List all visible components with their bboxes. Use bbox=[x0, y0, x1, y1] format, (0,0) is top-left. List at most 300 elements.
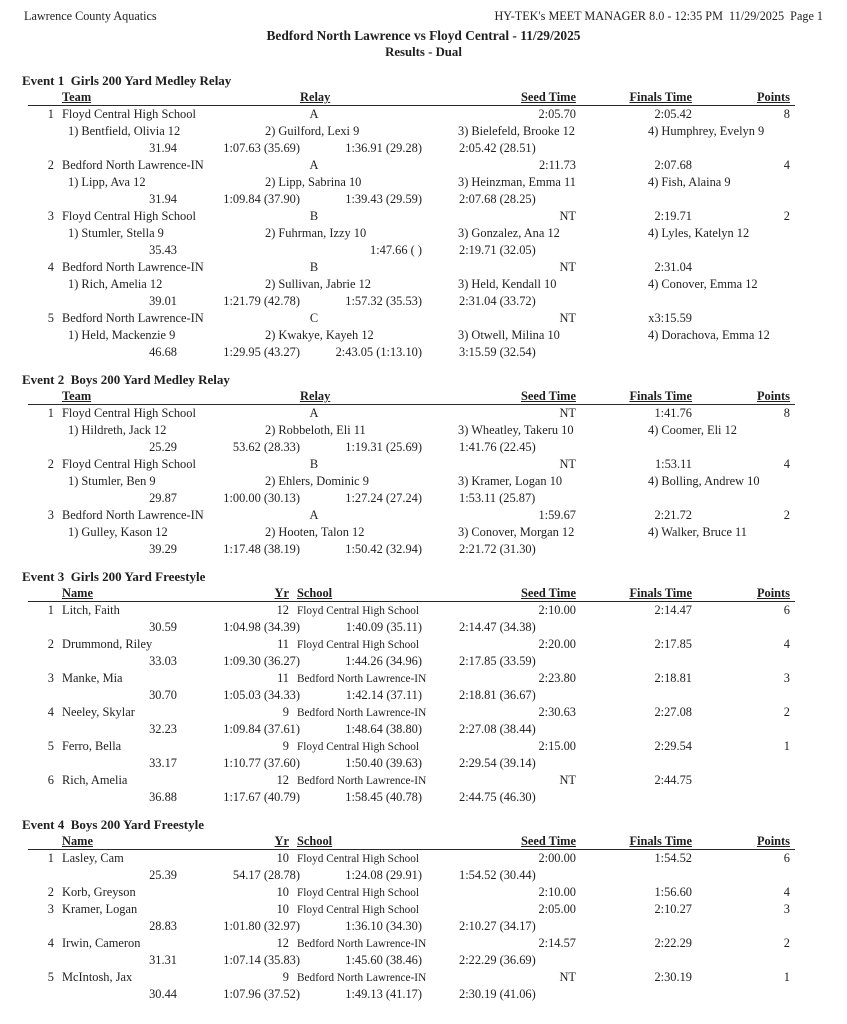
splits-row bbox=[0, 191, 847, 208]
split-time: 1:07.63 (35.69) bbox=[223, 141, 300, 155]
split-time: 53.62 (28.33) bbox=[232, 440, 300, 454]
school-name: Floyd Central High School bbox=[297, 605, 420, 617]
meet-manager-info: HY-TEK's MEET MANAGER 8.0 - 12:35 PM 11/29/2025 Page 1 bbox=[494, 9, 823, 23]
swimmer-name: Ferro, Bella bbox=[62, 739, 122, 753]
relay-letter: A bbox=[309, 107, 319, 121]
split-time: 39.01 bbox=[149, 294, 177, 308]
result-row bbox=[0, 310, 847, 327]
split-time: 1:17.67 (40.79) bbox=[223, 790, 300, 804]
swimmer-year: 10 bbox=[276, 851, 289, 865]
relay-swimmer-name: 1) Stumler, Stella 9 bbox=[68, 226, 164, 240]
relay-swimmer-name: 4) Dorachova, Emma 12 bbox=[648, 328, 770, 342]
points: 2 bbox=[783, 936, 790, 950]
column-header-team: Team bbox=[62, 389, 92, 403]
split-time: 2:44.75 (46.30) bbox=[459, 790, 536, 804]
finals-time: 1:54.52 bbox=[654, 851, 692, 865]
points: 6 bbox=[783, 603, 790, 617]
swimmer-name: Neeley, Skylar bbox=[62, 705, 135, 719]
relay-swimmer-name: 4) Conover, Emma 12 bbox=[648, 277, 758, 291]
column-header-yr: Yr bbox=[274, 834, 289, 848]
column-header-yr: Yr bbox=[274, 586, 289, 600]
host-team-name: Lawrence County Aquatics bbox=[24, 9, 157, 23]
finals-time: 1:41.76 bbox=[654, 406, 692, 420]
relay-swimmer-name: 3) Gonzalez, Ana 12 bbox=[458, 226, 560, 240]
split-time: 2:07.68 (28.25) bbox=[459, 192, 536, 206]
column-header-points: Points bbox=[756, 586, 790, 600]
seed-time: NT bbox=[559, 260, 576, 274]
split-time: 35.43 bbox=[149, 243, 177, 257]
event-section bbox=[0, 371, 847, 558]
relay-swimmer-name: 4) Lyles, Katelyn 12 bbox=[648, 226, 750, 240]
result-row bbox=[0, 670, 847, 687]
table-header-row bbox=[0, 833, 847, 850]
split-time: 1:19.31 (25.69) bbox=[345, 440, 422, 454]
school-name: Bedford North Lawrence-IN bbox=[297, 673, 427, 685]
column-header-finals-time: Finals Time bbox=[629, 90, 692, 104]
relay-letter: C bbox=[309, 311, 319, 325]
relay-swimmer-name: 2) Ehlers, Dominic 9 bbox=[265, 474, 369, 488]
relay-swimmers-row bbox=[0, 276, 847, 293]
split-time: 36.88 bbox=[149, 790, 177, 804]
split-time: 1:48.64 (38.80) bbox=[345, 722, 422, 736]
place: 4 bbox=[47, 936, 54, 950]
column-header-school: School bbox=[297, 586, 333, 600]
column-header-seed-time: Seed Time bbox=[521, 834, 576, 848]
finals-time: 2:17.85 bbox=[654, 637, 692, 651]
split-time: 39.29 bbox=[149, 542, 177, 556]
seed-time: 2:20.00 bbox=[538, 637, 576, 651]
finals-time: 2:30.19 bbox=[654, 970, 692, 984]
swimmer-name: Rich, Amelia bbox=[62, 773, 128, 787]
place: 5 bbox=[47, 970, 54, 984]
column-header-relay: Relay bbox=[300, 389, 331, 403]
result-row bbox=[0, 259, 847, 276]
splits-row bbox=[0, 952, 847, 969]
points: 8 bbox=[783, 406, 790, 420]
column-header-name: Name bbox=[62, 834, 93, 848]
school-name: Floyd Central High School bbox=[297, 853, 420, 865]
place: 2 bbox=[47, 637, 54, 651]
splits-row bbox=[0, 490, 847, 507]
splits-row bbox=[0, 687, 847, 704]
finals-time: 2:22.29 bbox=[654, 936, 692, 950]
seed-time: 2:10.00 bbox=[538, 885, 576, 899]
points: 8 bbox=[783, 107, 790, 121]
events-list bbox=[0, 72, 847, 1003]
finals-time: 2:44.75 bbox=[654, 773, 692, 787]
result-row bbox=[0, 456, 847, 473]
split-time: 1:01.80 (32.97) bbox=[223, 919, 300, 933]
place: 6 bbox=[47, 773, 54, 787]
result-row bbox=[0, 901, 847, 918]
split-time: 2:17.85 (33.59) bbox=[459, 654, 536, 668]
swimmer-name: McIntosh, Jax bbox=[62, 970, 133, 984]
finals-time: 2:29.54 bbox=[654, 739, 692, 753]
event-section bbox=[0, 816, 847, 1003]
splits-row bbox=[0, 619, 847, 636]
result-row bbox=[0, 935, 847, 952]
split-time: 2:10.27 (34.17) bbox=[459, 919, 536, 933]
school-name: Floyd Central High School bbox=[297, 639, 420, 651]
split-time: 32.23 bbox=[149, 722, 177, 736]
split-time: 1:54.52 (30.44) bbox=[459, 868, 536, 882]
place: 1 bbox=[47, 851, 54, 865]
result-row bbox=[0, 850, 847, 867]
split-time: 33.17 bbox=[149, 756, 177, 770]
event-title: Event 2 Boys 200 Yard Medley Relay bbox=[22, 372, 230, 387]
relay-swimmer-name: 2) Hooten, Talon 12 bbox=[265, 525, 365, 539]
relay-swimmers-row bbox=[0, 524, 847, 541]
split-time: 1:09.84 (37.90) bbox=[223, 192, 300, 206]
points: 4 bbox=[783, 457, 790, 471]
event-title: Event 1 Girls 200 Yard Medley Relay bbox=[22, 73, 232, 88]
points: 2 bbox=[783, 209, 790, 223]
splits-row bbox=[0, 541, 847, 558]
place: 5 bbox=[47, 311, 54, 325]
points: 4 bbox=[783, 637, 790, 651]
finals-time: 1:56.60 bbox=[654, 885, 692, 899]
relay-swimmer-name: 1) Rich, Amelia 12 bbox=[68, 277, 163, 291]
column-header-seed-time: Seed Time bbox=[521, 90, 576, 104]
team-name: Floyd Central High School bbox=[62, 457, 196, 471]
finals-time: 2:19.71 bbox=[654, 209, 692, 223]
splits-row bbox=[0, 986, 847, 1003]
swimmer-year: 12 bbox=[276, 773, 289, 787]
event-section bbox=[0, 72, 847, 361]
relay-swimmer-name: 2) Lipp, Sabrina 10 bbox=[265, 175, 362, 189]
column-header-finals-time: Finals Time bbox=[629, 834, 692, 848]
split-time: 2:43.05 (1:13.10) bbox=[335, 345, 422, 359]
points: 2 bbox=[783, 508, 790, 522]
split-time: 1:49.13 (41.17) bbox=[345, 987, 422, 1001]
swimmer-year: 11 bbox=[277, 671, 289, 685]
place: 1 bbox=[47, 603, 54, 617]
seed-time: 2:05.70 bbox=[538, 107, 576, 121]
seed-time: 2:05.00 bbox=[538, 902, 576, 916]
place: 3 bbox=[47, 671, 54, 685]
seed-time: 2:15.00 bbox=[538, 739, 576, 753]
swimmer-name: Manke, Mia bbox=[62, 671, 123, 685]
result-row bbox=[0, 507, 847, 524]
split-time: 1:36.91 (29.28) bbox=[345, 141, 422, 155]
column-header-points: Points bbox=[756, 834, 790, 848]
split-time: 2:05.42 (28.51) bbox=[459, 141, 536, 155]
report-subtitle: Results - Dual bbox=[385, 45, 462, 59]
place: 3 bbox=[47, 902, 54, 916]
split-time: 1:50.40 (39.63) bbox=[345, 756, 422, 770]
table-header-row bbox=[0, 585, 847, 602]
split-time: 1:58.45 (40.78) bbox=[345, 790, 422, 804]
column-header-team: Team bbox=[62, 90, 92, 104]
split-time: 1:27.24 (27.24) bbox=[345, 491, 422, 505]
relay-swimmer-name: 1) Hildreth, Jack 12 bbox=[68, 423, 167, 437]
finals-time: 1:53.11 bbox=[654, 457, 692, 471]
event-title: Event 3 Girls 200 Yard Freestyle bbox=[22, 569, 206, 584]
split-time: 1:41.76 (22.45) bbox=[459, 440, 536, 454]
column-header-relay: Relay bbox=[300, 90, 331, 104]
result-row bbox=[0, 969, 847, 986]
team-name: Bedford North Lawrence-IN bbox=[62, 158, 204, 172]
swimmer-year: 10 bbox=[276, 885, 289, 899]
relay-swimmers-row bbox=[0, 473, 847, 490]
relay-swimmer-name: 4) Walker, Bruce 11 bbox=[648, 525, 747, 539]
swimmer-name: Litch, Faith bbox=[62, 603, 120, 617]
splits-row bbox=[0, 140, 847, 157]
points: 6 bbox=[783, 851, 790, 865]
relay-swimmer-name: 1) Stumler, Ben 9 bbox=[68, 474, 156, 488]
relay-swimmer-name: 3) Held, Kendall 10 bbox=[458, 277, 557, 291]
relay-letter: B bbox=[309, 457, 319, 471]
school-name: Floyd Central High School bbox=[297, 887, 420, 899]
result-row bbox=[0, 157, 847, 174]
seed-time: 2:14.57 bbox=[538, 936, 576, 950]
finals-time: x3:15.59 bbox=[648, 311, 692, 325]
result-row bbox=[0, 405, 847, 422]
school-name: Bedford North Lawrence-IN bbox=[297, 775, 427, 787]
swimmer-name: Irwin, Cameron bbox=[62, 936, 141, 950]
result-row bbox=[0, 884, 847, 901]
split-time: 1:24.08 (29.91) bbox=[345, 868, 422, 882]
relay-swimmer-name: 3) Bielefeld, Brooke 12 bbox=[458, 124, 575, 138]
split-time: 1:36.10 (34.30) bbox=[345, 919, 422, 933]
splits-row bbox=[0, 344, 847, 361]
result-row bbox=[0, 208, 847, 225]
split-time: 1:09.84 (37.61) bbox=[223, 722, 300, 736]
result-row bbox=[0, 106, 847, 123]
place: 2 bbox=[47, 457, 54, 471]
split-time: 25.29 bbox=[149, 440, 177, 454]
relay-swimmers-row bbox=[0, 174, 847, 191]
swimmer-year: 10 bbox=[276, 902, 289, 916]
place: 1 bbox=[47, 406, 54, 420]
split-time: 1:21.79 (42.78) bbox=[223, 294, 300, 308]
splits-row bbox=[0, 439, 847, 456]
school-name: Bedford North Lawrence-IN bbox=[297, 938, 427, 950]
seed-time: 2:23.80 bbox=[538, 671, 576, 685]
school-name: Bedford North Lawrence-IN bbox=[297, 707, 427, 719]
points: 3 bbox=[783, 902, 790, 916]
split-time: 1:07.14 (35.83) bbox=[223, 953, 300, 967]
swimmer-name: Lasley, Cam bbox=[62, 851, 124, 865]
split-time: 46.68 bbox=[149, 345, 177, 359]
split-time: 31.31 bbox=[149, 953, 177, 967]
seed-time: 1:59.67 bbox=[538, 508, 576, 522]
finals-time: 2:07.68 bbox=[654, 158, 692, 172]
finals-time: 2:27.08 bbox=[654, 705, 692, 719]
table-header-row bbox=[0, 388, 847, 405]
split-time: 29.87 bbox=[149, 491, 177, 505]
finals-time: 2:14.47 bbox=[654, 603, 692, 617]
column-header-seed-time: Seed Time bbox=[521, 389, 576, 403]
split-time: 30.59 bbox=[149, 620, 177, 634]
split-time: 1:05.03 (34.33) bbox=[223, 688, 300, 702]
relay-letter: B bbox=[309, 260, 319, 274]
result-row bbox=[0, 704, 847, 721]
seed-time: 2:11.73 bbox=[538, 158, 576, 172]
split-time: 30.70 bbox=[149, 688, 177, 702]
swimmer-year: 9 bbox=[282, 705, 289, 719]
relay-swimmer-name: 3) Wheatley, Takeru 10 bbox=[458, 423, 574, 437]
split-time: 1:10.77 (37.60) bbox=[223, 756, 300, 770]
relay-swimmer-name: 4) Bolling, Andrew 10 bbox=[648, 474, 760, 488]
finals-time: 2:21.72 bbox=[654, 508, 692, 522]
split-time: 30.44 bbox=[149, 987, 177, 1001]
splits-row bbox=[0, 242, 847, 259]
swimmer-name: Korb, Greyson bbox=[62, 885, 136, 899]
table-header-row bbox=[0, 89, 847, 106]
team-name: Bedford North Lawrence-IN bbox=[62, 508, 204, 522]
finals-time: 2:10.27 bbox=[654, 902, 692, 916]
result-row bbox=[0, 738, 847, 755]
relay-swimmer-name: 3) Kramer, Logan 10 bbox=[458, 474, 563, 488]
team-name: Floyd Central High School bbox=[62, 209, 196, 223]
split-time: 1:39.43 (29.59) bbox=[345, 192, 422, 206]
split-time: 1:07.96 (37.52) bbox=[223, 987, 300, 1001]
relay-swimmer-name: 1) Held, Mackenzie 9 bbox=[68, 328, 176, 342]
split-time: 2:14.47 (34.38) bbox=[459, 620, 536, 634]
relay-swimmer-name: 2) Guilford, Lexi 9 bbox=[265, 124, 360, 138]
school-name: Floyd Central High School bbox=[297, 904, 420, 916]
split-time: 33.03 bbox=[149, 654, 177, 668]
points: 4 bbox=[783, 885, 790, 899]
event-title: Event 4 Boys 200 Yard Freestyle bbox=[22, 817, 204, 832]
split-time: 25.39 bbox=[149, 868, 177, 882]
place: 3 bbox=[47, 508, 54, 522]
relay-swimmer-name: 2) Sullivan, Jabrie 12 bbox=[265, 277, 371, 291]
split-time: 31.94 bbox=[149, 192, 177, 206]
split-time: 1:09.30 (36.27) bbox=[223, 654, 300, 668]
column-header-points: Points bbox=[756, 90, 790, 104]
seed-time: NT bbox=[559, 406, 576, 420]
points: 4 bbox=[783, 158, 790, 172]
split-time: 1:40.09 (35.11) bbox=[345, 620, 422, 634]
relay-swimmers-row bbox=[0, 327, 847, 344]
relay-swimmer-name: 2) Robbeloth, Eli 11 bbox=[265, 423, 366, 437]
column-header-name: Name bbox=[62, 586, 93, 600]
relay-swimmers-row bbox=[0, 123, 847, 140]
swimmer-year: 11 bbox=[277, 637, 289, 651]
relay-swimmer-name: 3) Conover, Morgan 12 bbox=[458, 525, 575, 539]
split-time: 1:00.00 (30.13) bbox=[223, 491, 300, 505]
finals-time: 2:05.42 bbox=[654, 107, 692, 121]
relay-swimmer-name: 1) Lipp, Ava 12 bbox=[68, 175, 146, 189]
place: 3 bbox=[47, 209, 54, 223]
relay-letter: A bbox=[309, 158, 319, 172]
school-name: Floyd Central High School bbox=[297, 741, 420, 753]
relay-swimmer-name: 2) Fuhrman, Izzy 10 bbox=[265, 226, 367, 240]
splits-row bbox=[0, 755, 847, 772]
relay-swimmers-row bbox=[0, 225, 847, 242]
swimmer-name: Drummond, Riley bbox=[62, 637, 153, 651]
seed-time: NT bbox=[559, 773, 576, 787]
relay-swimmer-name: 4) Humphrey, Evelyn 9 bbox=[648, 124, 765, 138]
relay-swimmer-name: 2) Kwakye, Kayeh 12 bbox=[265, 328, 374, 342]
relay-swimmer-name: 1) Gulley, Kason 12 bbox=[68, 525, 168, 539]
finals-time: 2:18.81 bbox=[654, 671, 692, 685]
split-time: 2:21.72 (31.30) bbox=[459, 542, 536, 556]
swimmer-year: 9 bbox=[282, 739, 289, 753]
column-header-school: School bbox=[297, 834, 333, 848]
place: 2 bbox=[47, 885, 54, 899]
seed-time: 2:00.00 bbox=[538, 851, 576, 865]
split-time: 1:53.11 (25.87) bbox=[459, 491, 536, 505]
team-name: Bedford North Lawrence-IN bbox=[62, 260, 204, 274]
meet-title: Bedford North Lawrence vs Floyd Central - 11/29/2025 bbox=[266, 28, 581, 43]
school-name: Bedford North Lawrence-IN bbox=[297, 972, 427, 984]
relay-letter: B bbox=[309, 209, 319, 223]
team-name: Bedford North Lawrence-IN bbox=[62, 311, 204, 325]
split-time: 2:19.71 (32.05) bbox=[459, 243, 536, 257]
splits-row bbox=[0, 653, 847, 670]
points: 3 bbox=[783, 671, 790, 685]
team-name: Floyd Central High School bbox=[62, 406, 196, 420]
result-row bbox=[0, 636, 847, 653]
relay-swimmer-name: 4) Coomer, Eli 12 bbox=[648, 423, 737, 437]
relay-swimmer-name: 1) Bentfield, Olivia 12 bbox=[68, 124, 181, 138]
points: 1 bbox=[783, 739, 790, 753]
swimmer-year: 12 bbox=[276, 603, 289, 617]
split-time: 2:31.04 (33.72) bbox=[459, 294, 536, 308]
relay-letter: A bbox=[309, 508, 319, 522]
split-time: 1:50.42 (32.94) bbox=[345, 542, 422, 556]
splits-row bbox=[0, 918, 847, 935]
column-header-finals-time: Finals Time bbox=[629, 586, 692, 600]
swimmer-name: Kramer, Logan bbox=[62, 902, 138, 916]
split-time: 54.17 (28.78) bbox=[232, 868, 300, 882]
swimmer-year: 9 bbox=[282, 970, 289, 984]
relay-swimmer-name: 4) Fish, Alaina 9 bbox=[648, 175, 731, 189]
relay-swimmers-row bbox=[0, 422, 847, 439]
seed-time: NT bbox=[559, 457, 576, 471]
place: 4 bbox=[47, 260, 54, 274]
split-time: 3:15.59 (32.54) bbox=[459, 345, 536, 359]
relay-letter: A bbox=[309, 406, 319, 420]
split-time: 1:04.98 (34.39) bbox=[223, 620, 300, 634]
split-time: 1:42.14 (37.11) bbox=[345, 688, 422, 702]
split-time: 1:47.66 ( ) bbox=[370, 243, 422, 257]
split-time: 1:57.32 (35.53) bbox=[345, 294, 422, 308]
split-time: 2:30.19 (41.06) bbox=[459, 987, 536, 1001]
column-header-seed-time: Seed Time bbox=[521, 586, 576, 600]
split-time: 2:27.08 (38.44) bbox=[459, 722, 536, 736]
column-header-finals-time: Finals Time bbox=[629, 389, 692, 403]
team-name: Floyd Central High School bbox=[62, 107, 196, 121]
points: 1 bbox=[783, 970, 790, 984]
place: 5 bbox=[47, 739, 54, 753]
swimmer-year: 12 bbox=[276, 936, 289, 950]
points: 2 bbox=[783, 705, 790, 719]
seed-time: NT bbox=[559, 970, 576, 984]
column-header-points: Points bbox=[756, 389, 790, 403]
relay-swimmer-name: 3) Heinzman, Emma 11 bbox=[458, 175, 576, 189]
event-section bbox=[0, 568, 847, 806]
result-row bbox=[0, 602, 847, 619]
report-top-line bbox=[0, 9, 847, 26]
split-time: 1:17.48 (38.19) bbox=[223, 542, 300, 556]
splits-row bbox=[0, 789, 847, 806]
split-time: 2:22.29 (36.69) bbox=[459, 953, 536, 967]
place: 4 bbox=[47, 705, 54, 719]
splits-row bbox=[0, 721, 847, 738]
seed-time: NT bbox=[559, 209, 576, 223]
split-time: 2:29.54 (39.14) bbox=[459, 756, 536, 770]
split-time: 28.83 bbox=[149, 919, 177, 933]
split-time: 1:44.26 (34.96) bbox=[345, 654, 422, 668]
split-time: 1:45.60 (38.46) bbox=[345, 953, 422, 967]
finals-time: 2:31.04 bbox=[654, 260, 692, 274]
place: 2 bbox=[47, 158, 54, 172]
split-time: 2:18.81 (36.67) bbox=[459, 688, 536, 702]
